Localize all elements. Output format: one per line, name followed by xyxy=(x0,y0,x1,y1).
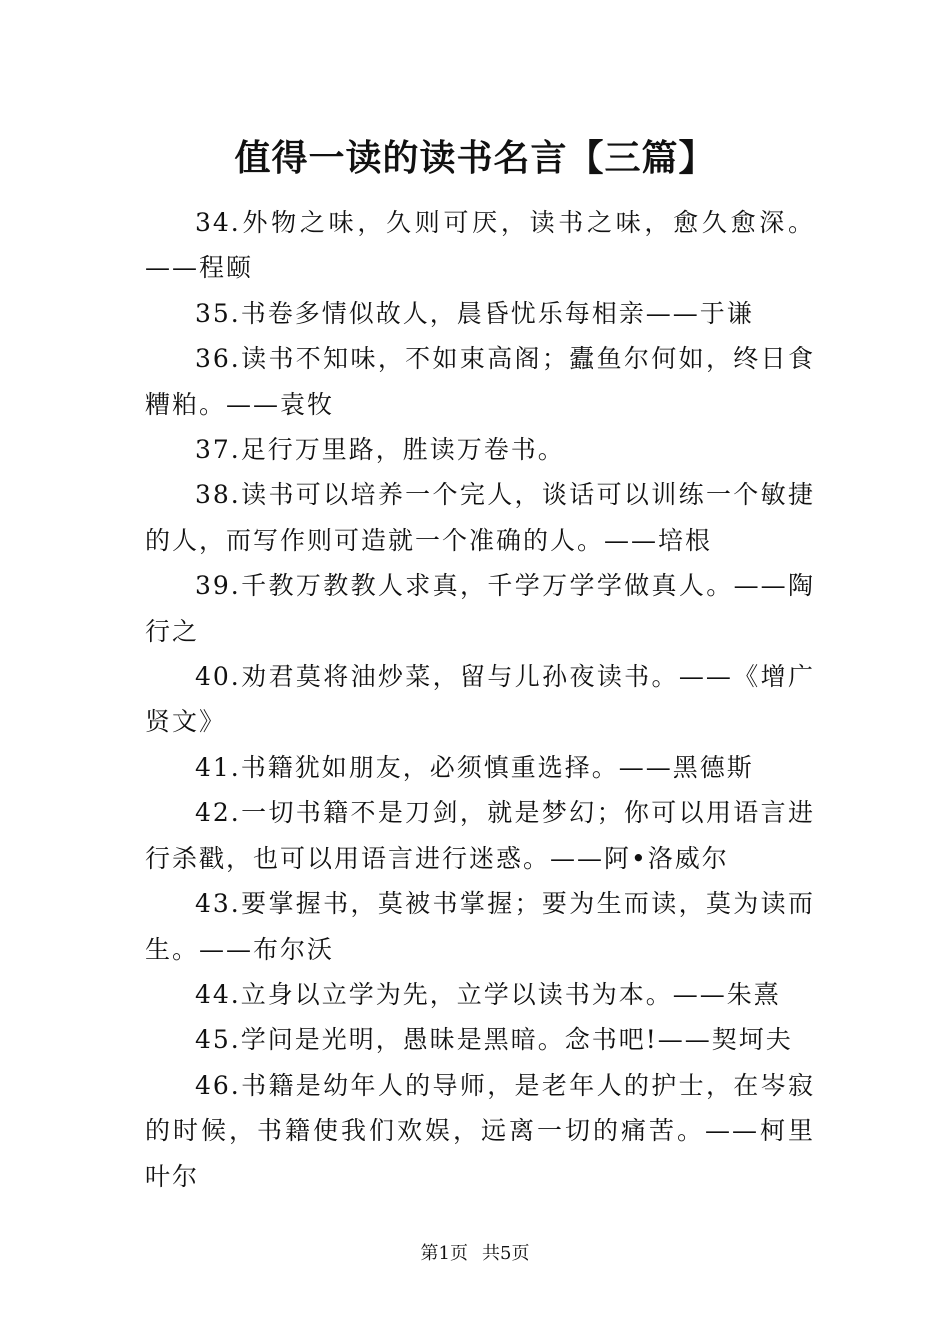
quote-46: 46.书籍是幼年人的导师，是老年人的护士，在岑寂的时候，书籍使我们欢娱，远离一切的痛苦。——柯里叶尔 xyxy=(145,1070,815,1191)
page-number: 第1页 xyxy=(420,1243,468,1264)
quote-34: 34.外物之味，久则可厌，读书之味，愈久愈深。——程颐 xyxy=(145,208,815,283)
quote-44: 44.立身以立学为先，立学以读书为本。——朱熹 xyxy=(195,979,781,1009)
quote-45: 45.学问是光明，愚昧是黑暗。念书吧!——契坷夫 xyxy=(195,1025,793,1055)
quote-list xyxy=(145,200,815,1199)
quote-37: 37.足行万里路，胜读万卷书。 xyxy=(195,435,565,465)
quote-38: 38.读书可以培养一个完人，谈话可以训练一个敏捷的人，而写作则可造就一个准确的人。——培根 xyxy=(145,480,815,555)
quote-35: 35.书卷多情似故人，晨昏忧乐每相亲——于谦 xyxy=(195,298,754,328)
quote-39: 39.千教万教教人求真，千学万学学做真人。——陶行之 xyxy=(145,571,815,646)
page-total: 共5页 xyxy=(482,1243,530,1264)
document-title: 值得一读的读书名言【三篇】 xyxy=(234,137,716,179)
quote-41: 41.书籍犹如朋友，必须慎重选择。——黑德斯 xyxy=(195,752,754,782)
quote-36: 36.读书不知味，不如束高阁；蠹鱼尔何如，终日食糟粕。——袁牧 xyxy=(145,344,815,419)
quote-42: 42.一切书籍不是刀剑，就是梦幻；你可以用语言进行杀戳，也可以用语言进行迷惑。——阿•洛威尔 xyxy=(145,798,815,873)
quote-40: 40.劝君莫将油炒菜，留与儿孙夜读书。——《增广贤文》 xyxy=(145,662,815,737)
quote-43: 43.要掌握书，莫被书掌握；要为生而读，莫为读而生。——布尔沃 xyxy=(145,889,815,964)
page-footer xyxy=(0,1240,950,1268)
